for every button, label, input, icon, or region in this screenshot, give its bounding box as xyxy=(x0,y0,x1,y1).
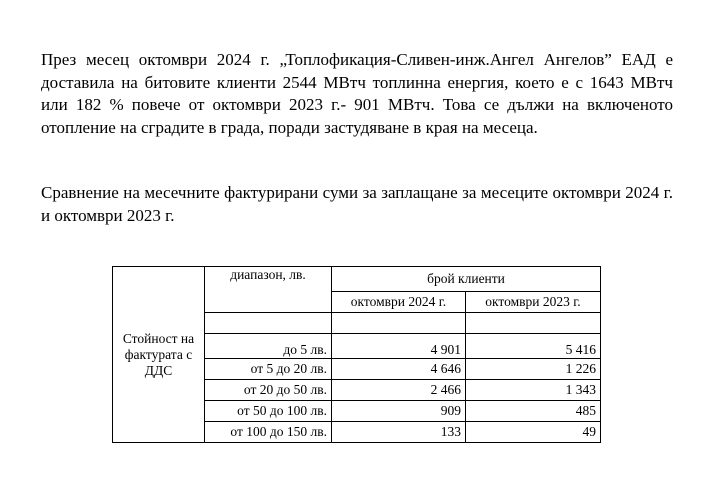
value-2024-cell: 2 466 xyxy=(332,380,466,401)
empty-cell xyxy=(466,313,601,334)
range-cell: от 5 до 20 лв. xyxy=(205,359,332,380)
value-2023-cell: 49 xyxy=(466,422,601,443)
column-header-2024: октомври 2024 г. xyxy=(332,292,466,313)
paragraph-delivery-summary: През месец октомври 2024 г. „Топлофикация-Сливен-инж.Ангел Ангелов” ЕАД е доставила на битовите клиенти 2544 МВтч топлинна енергия, което е с 1643 МВтч или 182 % повече от октомври 2023 г.- 901 МВтч. Това се дължи на включеното отопление на сградите в града, поради застудяване в края на месеца. xyxy=(41,50,673,137)
value-2024-cell: 4 646 xyxy=(332,359,466,380)
value-2023-cell: 1 343 xyxy=(466,380,601,401)
empty-cell xyxy=(205,313,332,334)
value-2023-cell: 1 226 xyxy=(466,359,601,380)
column-header-2023: октомври 2023 г. xyxy=(466,292,601,313)
range-header: диапазон, лв. xyxy=(205,267,332,313)
clients-count-header: брой клиенти xyxy=(332,267,601,292)
range-cell: от 50 до 100 лв. xyxy=(205,401,332,422)
value-2024-cell: 4 901 xyxy=(332,334,466,359)
row-label-invoice-value: Стойност на фактурата с ДДС xyxy=(113,267,205,443)
value-2024-cell: 133 xyxy=(332,422,466,443)
paragraph-comparison-intro: Сравнение на месечните фактурирани суми за заплащане за месеците октомври 2024 г. и октомври 2023 г. xyxy=(41,183,673,225)
range-cell: от 20 до 50 лв. xyxy=(205,380,332,401)
range-cell: до 5 лв. xyxy=(205,334,332,359)
invoice-comparison-table xyxy=(112,266,601,443)
value-2024-cell: 909 xyxy=(332,401,466,422)
value-2023-cell: 5 416 xyxy=(466,334,601,359)
empty-cell xyxy=(332,313,466,334)
value-2023-cell: 485 xyxy=(466,401,601,422)
table-header-row xyxy=(113,267,601,292)
range-cell: от 100 до 150 лв. xyxy=(205,422,332,443)
